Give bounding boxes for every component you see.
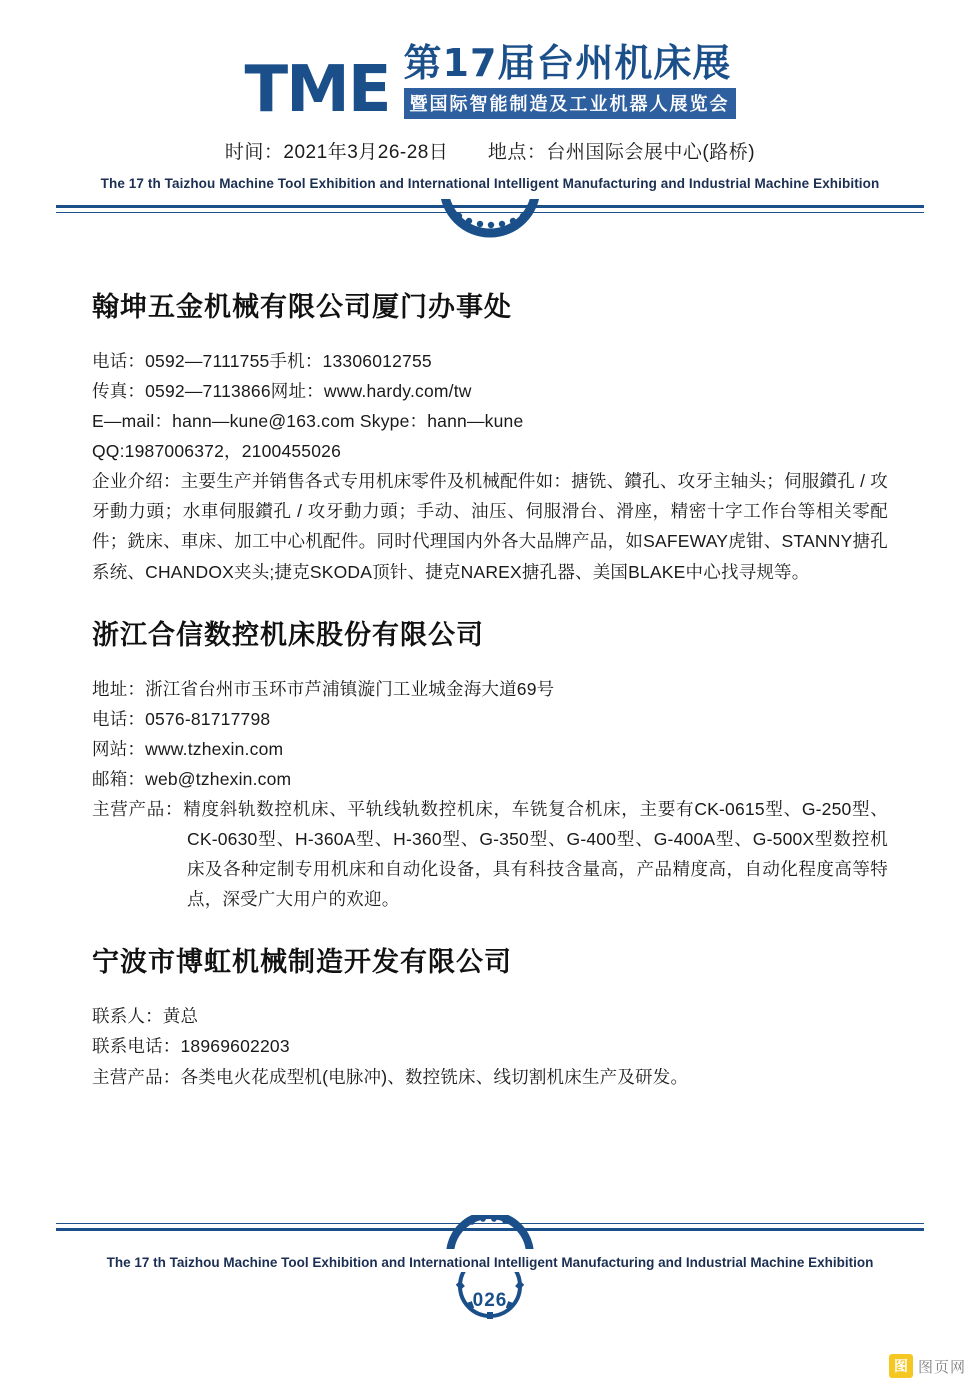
company-description: 主营产品：精度斜轨数控机床、平轨线轨数控机床，车铣复合机床，主要有CK-0615型、G-250型、CK-0630型、H-360A型、H-360型、G-350型、G-400型、G-400A型、G-500X型数控机床及各种定制专用机床和自动化设备，具有科技含量高，产品精度高，自动化程度高等特点，深受广大用户的欢迎。 — [92, 799, 888, 910]
logo-chinese-main: 第17届台州机床展 — [403, 41, 732, 85]
company-entry — [92, 285, 888, 587]
event-date: 时间：2021年3月26-28日 — [224, 141, 449, 163]
company-entry — [92, 613, 888, 915]
company-info-line: QQ:1987006372，2100455026 — [92, 441, 342, 462]
company-name: 浙江合信数控机床股份有限公司 — [92, 619, 484, 651]
exhibition-logo — [0, 41, 980, 128]
logo-chinese-sub: 暨国际智能制造及工业机器人展览会 — [404, 88, 736, 119]
company-info-line: E—mail：hann—kune@163.com Skype：hann—kune — [92, 411, 524, 432]
footer-english-title: The 17 th Taizhou Machine Tool Exhibition and International Intelligent Manufacturing and Industrial Machine Exhibition — [106, 1255, 874, 1270]
watermark-badge-icon: 图 — [889, 1354, 913, 1378]
company-info-line: 传真：0592—7113866网址：www.hardy.com/tw — [92, 380, 472, 401]
company-info-line: 邮箱：web@tzhexin.com — [92, 768, 292, 789]
footer-gear-ornament-icon — [430, 1215, 550, 1249]
page-number-block — [0, 1272, 980, 1332]
watermark — [889, 1354, 966, 1378]
tme-logo-text — [244, 53, 390, 128]
tme-logo-label: TME — [244, 53, 390, 128]
company-info-line: 电话：0576-81717798 — [92, 708, 271, 729]
event-venue: 地点：台州国际会展中心(路桥) — [487, 141, 756, 163]
event-meta — [0, 137, 980, 164]
company-entry — [92, 940, 888, 1091]
company-info-line: 联系电话：18969602203 — [92, 1036, 290, 1057]
watermark-text: 图页网 — [917, 1358, 966, 1376]
page-number: 026 — [472, 1290, 508, 1311]
company-description: 主营产品：各类电火花成型机(电脉冲)、数控铣床、线切割机床生产及研发。 — [92, 1066, 689, 1087]
header-divider — [0, 205, 980, 245]
page-content — [0, 245, 980, 1092]
footer-divider — [0, 1223, 980, 1249]
gear-ornament-icon — [425, 199, 555, 243]
logo-chinese-block — [403, 41, 736, 121]
company-name: 翰坤五金机械有限公司厦门办事处 — [92, 291, 512, 323]
company-info-line: 网站：www.tzhexin.com — [92, 738, 284, 759]
company-info-line: 电话：0592—7111755手机：13306012755 — [92, 350, 432, 371]
page-header — [0, 0, 980, 245]
page-footer — [0, 1223, 980, 1332]
header-english-title: The 17 th Taizhou Machine Tool Exhibition and International Intelligent Manufacturing and Industrial Machine Exhibition — [100, 175, 880, 191]
company-info-line: 联系人：黄总 — [92, 1006, 199, 1027]
company-name: 宁波市博虹机械制造开发有限公司 — [92, 947, 512, 979]
company-description: 企业介绍：主要生产并销售各式专用机床零件及机械配件如：搪铣、鑚孔、攻牙主轴头；伺服鑚孔 / 攻牙動力頭；水車伺服鑚孔 / 攻牙動力頭；手动、油压、伺服滑台、滑座，精密十字工作台等相关零配件；銑床、車床、加工中心机配件。同时代理国内外各大品牌产品，如SAFEWAY虎钳、STANNY搪孔系统、CHANDOX夹头;捷克SKODA顶针、捷克NAREX搪孔器、美国BLAKE中心找寻规等。 — [92, 471, 888, 582]
company-info-line: 地址：浙江省台州市玉环市芦浦镇漩门工业城金海大道69号 — [92, 678, 555, 699]
